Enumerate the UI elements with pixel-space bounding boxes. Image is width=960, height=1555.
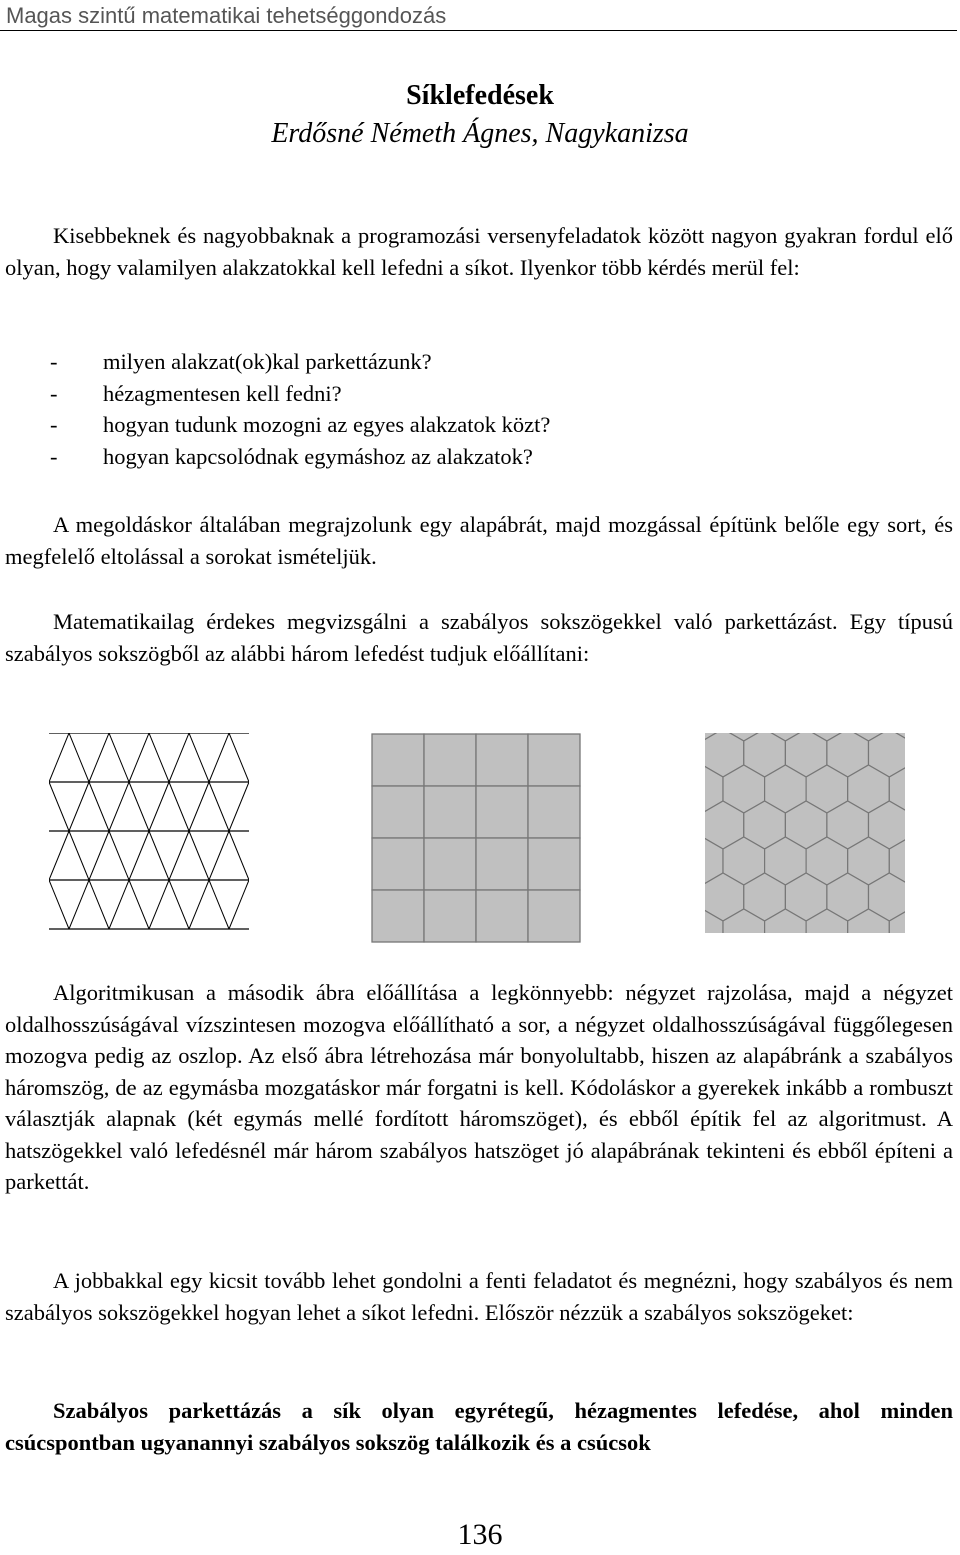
method-text: A megoldáskor általában megrajzolunk egy alapábrát, majd mozgással építünk belőle egy sort, és megfelelő eltolással a sorokat ismételjük. (5, 512, 953, 569)
header-rule (0, 30, 957, 31)
page-title: Síklefedések (406, 80, 554, 111)
square-tile (424, 786, 476, 838)
list-item-text: milyen alakzat(ok)kal parkettázunk? (103, 349, 432, 374)
list-item (50, 378, 550, 410)
square-tile (424, 734, 476, 786)
square-tile (372, 734, 424, 786)
square-tile (528, 786, 580, 838)
square-tile (424, 838, 476, 890)
algorithm-text: Algoritmikusan a második ábra előállítása a legkönnyebb: négyzet rajzolása, majd a négyzet oldalhosszúságával vízszintesen mozogva előállítható a sor, a négyzet oldalhosszúságával függőlegesen mozogva pedig az oszlop. Az első ábra létrehozása már bonyolultabb, hiszen az alapábránk a szabályos háromszög, de az egymásba mozgatáskor már forgatni is kell. Kódoláskor a gyerekek inkább a rombuszt választják alapnak (két egymás mellé fordított háromszöget), és ebből építik fel az algoritmust. A hatszögekkel való lefedésnél már három szabályos hatszöget jó alapábrának tekinteni és ebből építeni a parkettát. (5, 980, 953, 1194)
algorithm-paragraph (5, 977, 953, 1198)
regular-tiling-paragraph (5, 606, 953, 669)
regular-tiling-text: Matematikailag érdekes megvizsgálni a szabályos sokszögekkel való parkettázást. Egy típusú szabályos sokszögből az alábbi három lefedést tudjuk előállítani: (5, 609, 953, 666)
square-tile (476, 890, 528, 942)
square-tile (424, 890, 476, 942)
square-tile (372, 838, 424, 890)
triangle-tiling-figure (49, 733, 249, 933)
intro-paragraph (5, 220, 953, 283)
hexagon-tiling-icon (705, 733, 905, 933)
square-tile (476, 786, 528, 838)
intro-text: Kisebbeknek és nagyobbaknak a programozási versenyfeladatok között nagyon gyakran fordul elő olyan, hogy valamilyen alakzatokkal kell lefedni a síkot. Ilyenkor több kérdés merül fel: (5, 223, 953, 280)
list-dash: - (50, 412, 58, 437)
definition-paragraph (5, 1395, 953, 1458)
square-tile (528, 890, 580, 942)
list-item (50, 409, 550, 441)
triangle-tiling-background (49, 733, 249, 933)
extension-text: A jobbakkal egy kicsit tovább lehet gondolni a fenti feladatot és megnézni, hogy szabályos és nem szabályos sokszögekkel hogyan lehet a síkot lefedni. Először nézzük a szabályos sokszögeket: (5, 1268, 953, 1325)
list-item (50, 441, 550, 473)
square-tile (476, 734, 528, 786)
method-paragraph (5, 509, 953, 572)
running-header: Magas szintű matematikai tehetséggondozás (6, 3, 447, 28)
list-dash: - (50, 443, 58, 469)
list-item-text: hézagmentesen kell fedni? (103, 380, 342, 406)
list-item-text: hogyan kapcsolódnak egymáshoz az alakzatok? (103, 443, 533, 469)
square-tiling-figure (371, 733, 581, 943)
hexagon-tiling-figure (705, 733, 905, 933)
list-item-text: hogyan tudunk mozogni az egyes alakzatok közt? (103, 412, 551, 437)
definition-text: Szabályos parkettázás a sík olyan egyrétegű, hézagmentes lefedése, ahol minden csúcspontban ugyanannyi szabályos sokszög találkozik és a csúcsok (5, 1398, 953, 1455)
square-tile (476, 838, 528, 890)
square-tiling-icon (372, 734, 580, 942)
square-tile (372, 786, 424, 838)
author-line: Erdősné Németh Ágnes, Nagykanizsa (271, 118, 689, 149)
question-list (50, 346, 550, 472)
list-item (50, 346, 550, 378)
page-number: 136 (457, 1518, 503, 1551)
list-dash: - (50, 380, 58, 406)
square-tile (528, 734, 580, 786)
extension-paragraph (5, 1265, 953, 1328)
list-dash: - (50, 349, 58, 374)
square-tile (372, 890, 424, 942)
square-tile (528, 838, 580, 890)
